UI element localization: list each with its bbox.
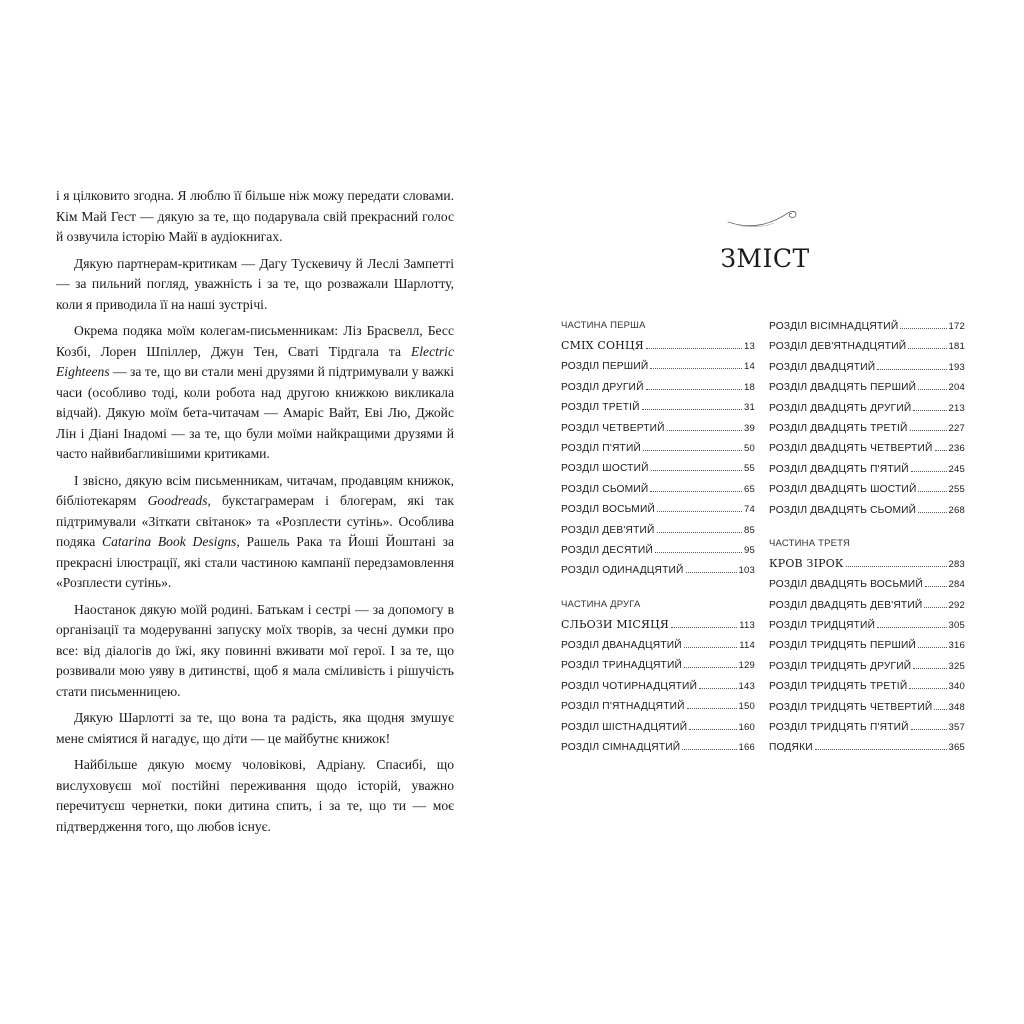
toc-page-number: 292 (948, 599, 965, 611)
toc-entry-label: РОЗДІЛ ТРИДЦЯТЬ ТРЕТІЙ (769, 681, 908, 693)
text-run: Окрема подяка моїм колегам-письменникам: Ліз Брасвелл, Бесс Козбі, Лорен Шпіллер, Джун Тен, Сваті Тірдгала та (56, 323, 454, 359)
toc-chapter-row (769, 717, 965, 737)
toc-column-left (561, 316, 755, 757)
toc-page-number: 103 (738, 565, 755, 577)
toc-page-number: 204 (948, 382, 965, 394)
toc-entry-label: РОЗДІЛ ДЕСЯТИЙ (561, 544, 653, 556)
toc-part-label: ЧАСТИНА ПЕРША (561, 320, 646, 331)
toc-entry-label: РОЗДІЛ П'ЯТНАДЦЯТИЙ (561, 701, 685, 713)
toc-page-number: 39 (744, 422, 755, 434)
toc-leader-dots (913, 398, 946, 411)
toc-page-number: 129 (738, 660, 755, 672)
toc-leader-dots (918, 635, 946, 648)
toc-entry-label: РОЗДІЛ ТРИДЦЯТЬ ДРУГИЙ (769, 660, 912, 672)
toc-page-number: 325 (948, 660, 965, 672)
toc-chapter-row (561, 520, 755, 540)
toc-leader-dots (646, 377, 742, 390)
toc-entry-label: РОЗДІЛ ДРУГИЙ (561, 381, 644, 393)
toc-page-number: 316 (948, 640, 965, 652)
toc-entry-label: РОЗДІЛ ВІСІМНАДЦЯТИЙ (769, 321, 899, 332)
toc-chapter-row (561, 377, 755, 397)
toc-entry-label: РОЗДІЛ ДВАДЦЯТЬ ДРУГИЙ (769, 402, 912, 414)
toc-chapter-row (769, 479, 965, 499)
paragraph: Дякую Шарлотті за те, що вона та радість, яка щодня змушує мене сміятися й нагадує, що діти — це майбутнє книжок! (56, 710, 454, 746)
toc-page-number: 150 (738, 701, 755, 713)
toc-chapter-row (561, 655, 755, 675)
toc-page-number: 160 (738, 721, 755, 733)
toc-page-number: 65 (744, 483, 755, 495)
toc-part-label: ЧАСТИНА ДРУГА (561, 598, 641, 610)
toc-leader-dots (918, 377, 946, 390)
toc-leader-dots (689, 717, 736, 730)
paragraph (56, 471, 454, 594)
toc-chapter-row (561, 560, 755, 580)
toc-page-number: 14 (744, 361, 755, 373)
flourish-ornament-icon (726, 208, 800, 230)
toc-page-number: 193 (948, 361, 965, 373)
toc-leader-dots (925, 574, 947, 587)
toc-chapter-row (769, 595, 965, 615)
toc-chapter-row (561, 499, 755, 519)
toc-entry-label: РОЗДІЛ ЧОТИРНАДЦЯТИЙ (561, 680, 698, 692)
toc-entry-label: РОЗДІЛ ОДИНАДЦЯТИЙ (561, 565, 684, 577)
toc-leader-dots (671, 615, 737, 628)
toc-chapter-row (769, 316, 965, 336)
toc-entry-label: РОЗДІЛ ШІСТНАДЦЯТИЙ (561, 721, 688, 733)
text-run-italic: Catarina Book Designs (102, 534, 237, 549)
toc-chapter-row (561, 540, 755, 560)
toc-page-number: 255 (948, 484, 965, 496)
toc-chapter-row (769, 459, 965, 479)
toc-part-title-row (769, 554, 965, 574)
toc-page-number: 283 (948, 558, 965, 570)
toc-leader-dots (910, 418, 947, 431)
toc-chapter-row (561, 717, 755, 737)
toc-page-number: 236 (948, 443, 965, 455)
toc-page-number: 50 (744, 442, 755, 454)
toc-leader-dots (911, 717, 947, 730)
toc-chapter-row (769, 615, 965, 635)
toc-entry-label: РОЗДІЛ ШОСТИЙ (561, 463, 649, 475)
paragraph: і я цілковито згодна. Я люблю її більше ніж можу передати словами. Кім Май Гест — дякую за те, що подарувала свій прекрасний голос й озвучила історію Майї в аудіокнигах. (56, 188, 454, 244)
toc-entry-label: РОЗДІЛ ДВАДЦЯТЬ П'ЯТИЙ (769, 463, 909, 475)
text-run: — за те, що ви стали мені друзями й підтримували у важкі часи (особливо тоді, коли робота над другою книжкою викликала відчай). Дякую моїм бета-читачам — Амаріс Вайт, Еві Лю, Джойс Лін і Діані Інадомі — за те, що були моїми найкращими друзями й часто найвибагливішими критиками. (56, 364, 454, 461)
toc-chapter-row (561, 737, 755, 757)
toc-entry-label: ПОДЯКИ (769, 742, 813, 754)
toc-chapter-row (769, 418, 965, 438)
toc-entry-label: РОЗДІЛ ДВАДЦЯТЬ ЧЕТВЕРТИЙ (769, 443, 933, 455)
toc-page-number: 348 (948, 701, 965, 713)
toc-chapter-row (769, 574, 965, 594)
toc-leader-dots (651, 458, 742, 471)
toc-leader-dots (657, 520, 742, 533)
toc-leader-dots (686, 560, 737, 573)
toc-entry-label: РОЗДІЛ ДВАНАДЦЯТИЙ (561, 640, 682, 652)
toc-chapter-row (561, 479, 755, 499)
text-run: , букстаграмерам і блогерам, які так підтримували «Зіткати світанок» та «Розплести сутінь». Особлива подяка (56, 493, 455, 549)
toc-entry-label: РОЗДІЛ ДВАДЦЯТЬ ШОСТИЙ (769, 484, 917, 496)
toc-leader-dots (650, 356, 742, 369)
toc-chapter-row (561, 635, 755, 655)
toc-leader-dots (687, 696, 737, 709)
toc-page-number: 85 (744, 524, 755, 536)
toc-page-number: 213 (948, 402, 965, 414)
toc-chapter-row (561, 458, 755, 478)
toc-chapter-row (769, 656, 965, 676)
toc-page-number: 172 (948, 321, 965, 332)
toc-page-number: 227 (948, 422, 965, 434)
toc-leader-dots (924, 595, 946, 608)
toc-entry-label: РОЗДІЛ ТРИДЦЯТИЙ (769, 620, 876, 632)
toc-leader-dots (643, 438, 742, 451)
toc-leader-dots (684, 635, 737, 648)
toc-chapter-row (769, 438, 965, 458)
toc-chapter-row (769, 500, 965, 520)
toc-entry-label: РОЗДІЛ ТРЕТІЙ (561, 402, 640, 414)
toc-entry-label: РОЗДІЛ ДВАДЦЯТЬ СЬОМИЙ (769, 504, 917, 516)
toc-part-title-row (561, 615, 755, 635)
toc-page-number: 181 (948, 341, 965, 353)
toc-chapter-row (769, 357, 965, 377)
toc-leader-dots (913, 656, 946, 669)
toc-spacer (561, 581, 755, 595)
text-run: , Рашель Рака та Йоші Йоштані за прекрасні ілюстрації, які стали частиною кампанії передзамовлення «Розплести сутінь». (56, 534, 454, 590)
toc-page-number: 143 (738, 680, 755, 692)
toc-entry-label: РОЗДІЛ ДВАДЦЯТЬ ПЕРШИЙ (769, 382, 917, 394)
toc-page-number: 18 (744, 381, 755, 393)
toc-leader-dots (934, 697, 946, 710)
toc-leader-dots (846, 554, 947, 567)
toc-title: ЗМІСТ (720, 244, 810, 273)
toc-chapter-row (561, 397, 755, 417)
toc-page-number: 31 (744, 402, 755, 414)
toc-leader-dots (935, 438, 947, 451)
toc-chapter-row (561, 676, 755, 696)
toc-entry-label: СМІХ СОНЦЯ (561, 339, 644, 352)
toc-chapter-row (769, 635, 965, 655)
toc-page-number: 74 (744, 504, 755, 516)
toc-part-title-row (561, 336, 755, 356)
toc-entry-label: РОЗДІЛ ВОСЬМИЙ (561, 504, 656, 516)
toc-entry-label: РОЗДІЛ ДВАДЦЯТЬ ДЕВ'ЯТИЙ (769, 599, 923, 611)
toc-chapter-row (769, 676, 965, 696)
toc-page-number: 113 (739, 619, 755, 631)
toc-page-number: 114 (739, 640, 755, 652)
toc-leader-dots (699, 676, 736, 689)
toc-leader-dots (918, 479, 946, 492)
toc-leader-dots (657, 499, 742, 512)
toc-leader-dots (908, 336, 946, 349)
toc-chapter-row (561, 356, 755, 376)
toc-entry-label: РОЗДІЛ ЧЕТВЕРТИЙ (561, 422, 665, 434)
toc-page-number: 95 (744, 544, 755, 556)
toc-page-number: 245 (948, 463, 965, 475)
toc-chapter-row (561, 438, 755, 458)
toc-page-number: 284 (948, 579, 965, 591)
toc-chapter-row (561, 696, 755, 716)
toc-page-number: 340 (948, 681, 965, 693)
toc-entry-label: РОЗДІЛ ДВАДЦЯТЬ ВОСЬМИЙ (769, 579, 923, 591)
toc-entry-label: РОЗДІЛ ТРИНАДЦЯТИЙ (561, 660, 682, 672)
paragraph: Дякую партнерам-критикам — Дагу Тускевичу й Леслі Зампетті — за пильний погляд, уважність і за те, що розважали Шарлотту, коли я приводила її на наші зустрічі. (56, 255, 454, 312)
toc-chapter-row (769, 377, 965, 397)
toc-entry-label: СЛЬОЗИ МІСЯЦЯ (561, 617, 669, 631)
toc-entry-label: РОЗДІЛ ДЕВ'ЯТНАДЦЯТИЙ (769, 341, 907, 353)
toc-leader-dots (655, 540, 742, 553)
toc-leader-dots (911, 459, 947, 472)
toc-leader-dots (646, 336, 742, 349)
toc-entry-label: РОЗДІЛ ДЕВ'ЯТИЙ (561, 524, 655, 536)
toc-leader-dots (667, 418, 742, 431)
text-run-italic: Electric Eighteens (56, 343, 454, 379)
toc-page-number: 13 (744, 341, 755, 352)
toc-page-number: 55 (744, 463, 755, 475)
toc-entry-label: РОЗДІЛ ТРИДЦЯТЬ ЧЕТВЕРТИЙ (769, 701, 933, 713)
paragraph (56, 321, 454, 465)
toc-page-number: 268 (948, 504, 965, 516)
paragraph: Найбільше дякую моєму чоловікові, Адріану. Спасибі, що вислуховуєш мої постійні переживання щодо історій, уважно перечитуєш чернетки, поки дитина спить, і за те, що ти — моє підтвердження того, що любов існує. (56, 757, 454, 834)
toc-page-number: 305 (948, 620, 965, 632)
toc-part-label: ЧАСТИНА ТРЕТЯ (769, 537, 851, 549)
toc-entry-label: РОЗДІЛ ТРИДЦЯТЬ П'ЯТИЙ (769, 722, 909, 734)
paragraph: Наостанок дякую моїй родині. Батькам і сестрі — за допомогу в організації та модеруванні запуску моїх творів, за чесні думки про все: від діалогів до їжі, яку повинні вживати мої герої. І за те, що розвивали мою уяву в дитинстві, щоб я мала сміливість і рішучість стати письменницею. (56, 601, 454, 699)
toc-entry-label: РОЗДІЛ П'ЯТИЙ (561, 442, 641, 454)
toc-entry-label: РОЗДІЛ ТРИДЦЯТЬ ПЕРШИЙ (769, 640, 917, 652)
toc-leader-dots (900, 316, 946, 329)
toc-page-number: 166 (738, 742, 755, 754)
toc-leader-dots (815, 737, 947, 750)
acknowledgments-text (56, 186, 454, 837)
toc-entry-label: РОЗДІЛ ДВАДЦЯТЬ ТРЕТІЙ (769, 422, 908, 434)
toc-entry-label: РОЗДІЛ ДВАДЦЯТИЙ (769, 361, 876, 373)
toc-leader-dots (684, 655, 737, 668)
toc-leader-dots (877, 615, 946, 628)
toc-page-number: 357 (948, 722, 965, 734)
text-run: І звісно, дякую всім письменникам, читачам, продавцям книжок, бібліотекарям (56, 472, 454, 508)
toc-leader-dots (650, 479, 742, 492)
toc-chapter-row (769, 336, 965, 356)
text-run-italic: Goodreads (147, 493, 208, 508)
toc-chapter-row (769, 737, 965, 757)
toc-column-right (769, 316, 965, 758)
toc-leader-dots (682, 737, 736, 750)
toc-entry-label: РОЗДІЛ СІМНАДЦЯТИЙ (561, 742, 681, 754)
toc-leader-dots (642, 397, 742, 410)
toc-spacer (769, 520, 965, 534)
toc-entry-label: РОЗДІЛ ПЕРШИЙ (561, 361, 649, 373)
toc-leader-dots (909, 676, 946, 689)
toc-page-number: 365 (948, 742, 965, 754)
toc-entry-label: КРОВ ЗІРОК (769, 556, 844, 570)
toc-entry-label: РОЗДІЛ СЬОМИЙ (561, 483, 649, 495)
toc-chapter-row (769, 697, 965, 717)
toc-chapter-row (769, 398, 965, 418)
toc-leader-dots (877, 357, 946, 370)
toc-chapter-row (561, 418, 755, 438)
toc-leader-dots (918, 500, 946, 513)
